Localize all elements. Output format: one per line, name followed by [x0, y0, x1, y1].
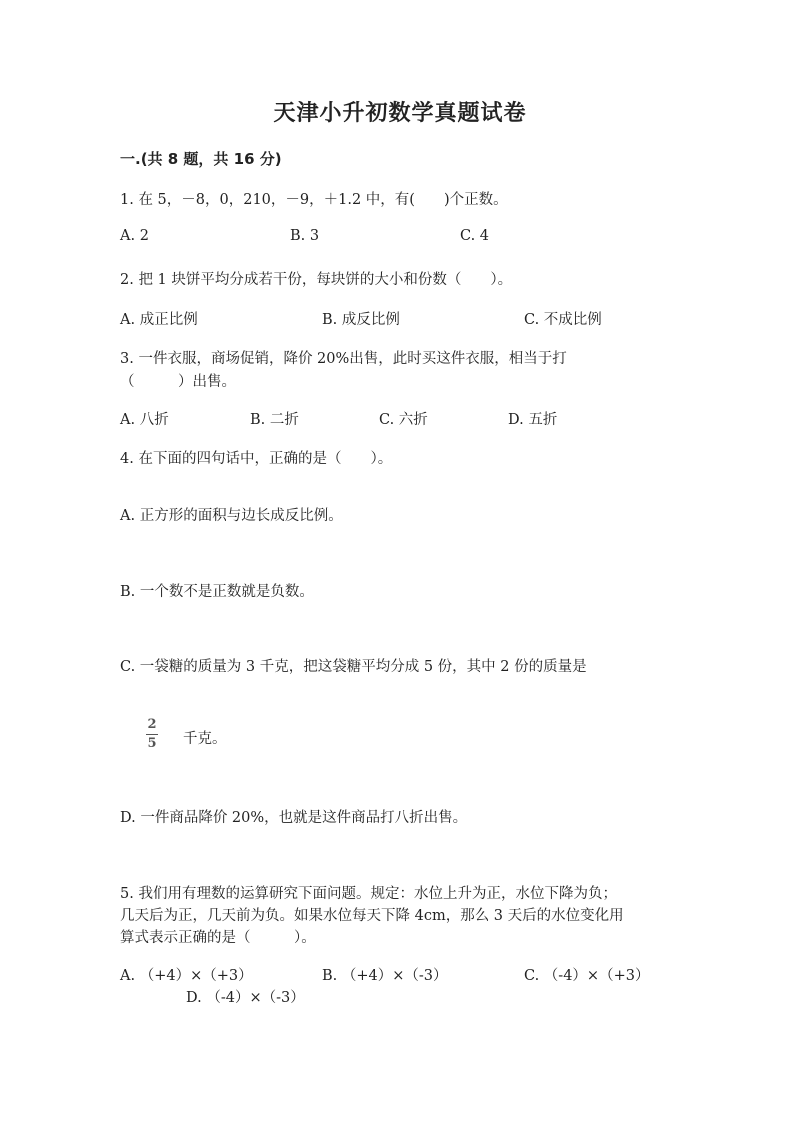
fraction-bar — [146, 734, 158, 735]
question-3-option-b: B. 二折 — [250, 412, 299, 428]
question-4-stem: 4. 在下面的四句话中，正确的是（ ）。 — [120, 451, 393, 467]
question-5-option-d: D. （-4）×（-3） — [186, 990, 305, 1006]
question-4-option-c: C. 一袋糖的质量为 3 千克，把这袋糖平均分成 5 份，其中 2 份的质量是 — [120, 659, 587, 675]
question-5-option-b: B. （+4）×（-3） — [322, 968, 448, 984]
question-3-option-d: D. 五折 — [508, 412, 558, 428]
fraction-two-fifths — [146, 718, 158, 751]
question-5-option-a: A. （+4）×（+3） — [120, 968, 253, 984]
question-2-stem: 2. 把 1 块饼平均分成若干份，每块饼的大小和份数（ ）。 — [120, 272, 513, 288]
question-4-option-a: A. 正方形的面积与边长成反比例。 — [120, 508, 343, 524]
question-1-option-c: C. 4 — [460, 228, 490, 244]
fraction-numerator: 2 — [147, 717, 157, 732]
question-3-stem-line-1: 3. 一件衣服，商场促销，降价 20%出售，此时买这件衣服，相当于打 — [120, 351, 567, 367]
question-5-stem-line-1: 5. 我们用有理数的运算研究下面问题。规定：水位上升为正，水位下降为负； — [120, 886, 617, 902]
question-1-option-b: B. 3 — [290, 228, 320, 244]
question-2-option-c: C. 不成比例 — [524, 312, 602, 328]
question-3-option-c: C. 六折 — [379, 412, 428, 428]
question-5-option-c: C. （-4）×（+3） — [524, 968, 650, 984]
question-4-option-d: D. 一件商品降价 20%，也就是这件商品打八折出售。 — [120, 810, 468, 826]
question-5-stem-line-3: 算式表示正确的是（ ）。 — [120, 930, 316, 946]
question-4-option-b: B. 一个数不是正数就是负数。 — [120, 584, 314, 600]
question-1-stem: 1. 在 5，－8，0，210，－9，＋1.2 中，有( )个正数。 — [120, 192, 508, 208]
fraction-unit-text: 千克。 — [183, 731, 227, 747]
question-1-option-a: A. 2 — [120, 228, 149, 244]
question-2-option-b: B. 成反比例 — [322, 312, 400, 328]
question-5-stem-line-2: 几天后为正，几天前为负。如果水位每天下降 4cm，那么 3 天后的水位变化用 — [120, 908, 624, 924]
question-3-stem-line-2: （ ）出售。 — [120, 374, 236, 390]
page-title: 天津小升初数学真题试卷 — [273, 101, 527, 126]
section-heading: 一.(共 8 题，共 16 分) — [120, 150, 282, 168]
question-3-option-a: A. 八折 — [120, 412, 169, 428]
question-2-option-a: A. 成正比例 — [120, 312, 198, 328]
fraction-denominator: 5 — [147, 736, 157, 751]
